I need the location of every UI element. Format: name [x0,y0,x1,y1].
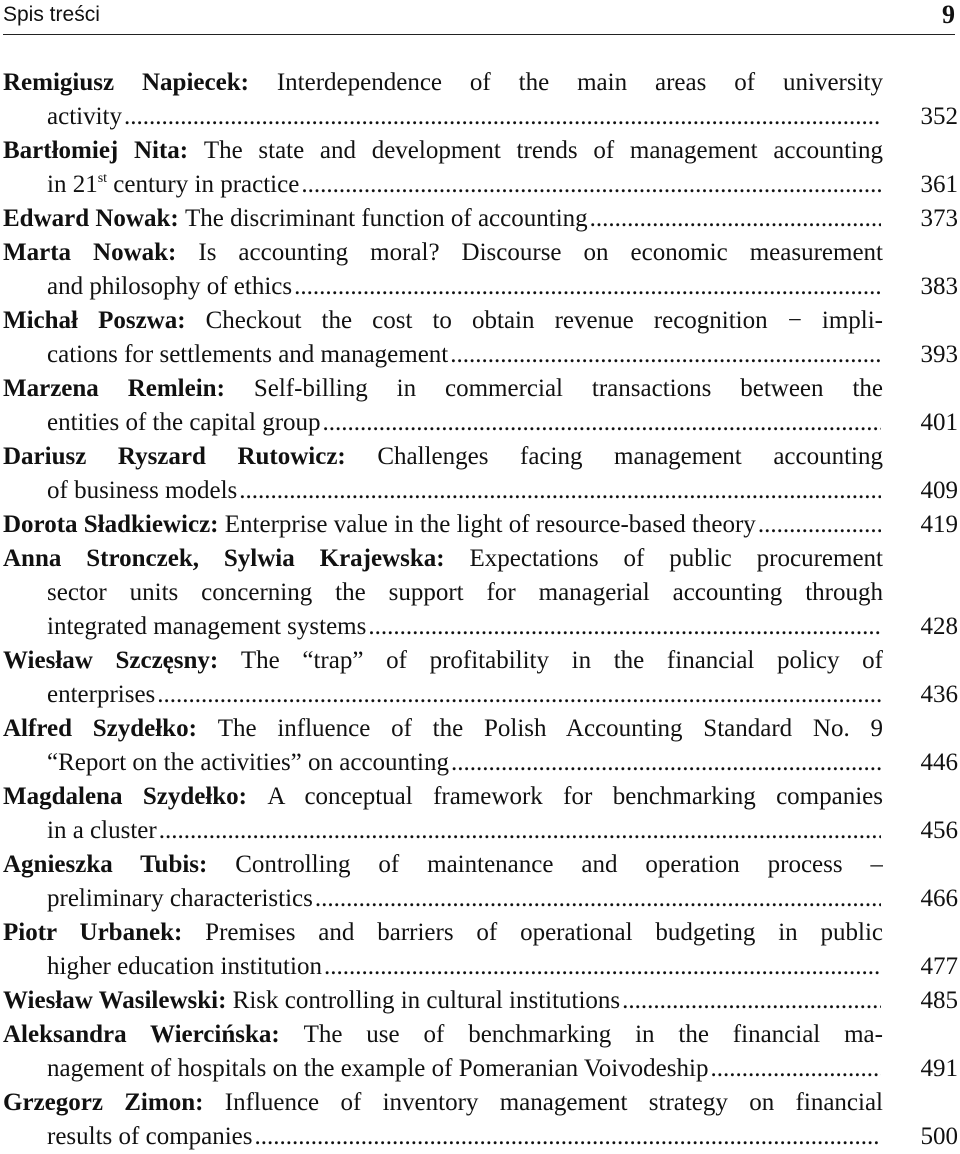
entry-page: 500 [920,1123,958,1150]
toc-entry[interactable] [3,66,958,134]
toc-line [3,712,883,746]
entry-title-text: activity [47,103,122,130]
toc-line [3,406,958,440]
toc-leader-row [47,100,883,134]
toc-leader-row [47,814,883,848]
entry-author: Dorota Sładkiewicz: [3,511,225,538]
toc-leader-row [47,338,883,372]
toc-entry[interactable] [3,712,958,780]
toc-entry[interactable] [3,202,958,236]
entry-title-text: A conceptual framework for benchmarking companies [267,783,883,810]
toc-line [3,474,958,508]
toc-line [3,746,958,780]
toc-entry[interactable] [3,304,958,372]
toc-line [3,1120,958,1154]
leader-dots [622,984,881,1018]
entry-page: 466 [920,885,958,912]
leader-dots [315,882,881,916]
entry-author: Marta Nowak: [3,239,199,266]
entry-title-text: sector units concerning the support for managerial accounting through [47,579,883,606]
leader-dots [294,270,881,304]
toc-line [3,882,958,916]
entry-author: Magdalena Szydełko: [3,783,268,810]
leader-dots [590,202,881,236]
entry-title-text: enterprises [47,681,156,708]
entry-title-text: Premises and barriers of operational budgeting in public [205,919,883,946]
entry-title-text: The “trap” of profitability in the financial policy of [240,647,883,674]
entry-title-text: integrated management systems [47,613,367,640]
entry-page: 409 [920,477,958,504]
entry-title-text: entities of the capital group [47,409,321,436]
entry-title-text: Self-billing in commercial transactions between the [253,375,883,402]
toc-line [3,236,883,270]
entry-title-text: cations for settlements and management [47,341,449,368]
entry-title-text: Checkout the cost to obtain revenue recognition − impli- [205,307,883,334]
entry-title-text: Enterprise value in the light of resource-based theory [224,511,756,538]
toc-entry[interactable] [3,848,958,916]
toc-leader-row [3,984,883,1018]
leader-dots [324,950,881,984]
toc-line [3,678,958,712]
toc-line [3,372,883,406]
toc-entry[interactable] [3,1086,958,1154]
entry-author: Marzena Remlein: [3,375,254,402]
entry-title-text: The influence of the Polish Accounting Standard No. 9 [217,715,883,742]
entry-page: 456 [920,817,958,844]
entry-title-text: The use of benchmarking in the financial ma- [303,1021,883,1048]
toc-leader-row [47,406,883,440]
entry-page: 477 [920,953,958,980]
toc-line [3,780,883,814]
toc-leader-row [3,508,883,542]
entry-title-text: of business models [47,477,238,504]
entry-author: Agnieszka Tubis: [3,851,236,878]
entry-title [3,202,588,236]
toc-entry[interactable] [3,1018,958,1086]
leader-dots [255,1120,881,1154]
toc-entry[interactable] [3,236,958,304]
entry-title-text: higher education institution [47,953,322,980]
entry-author: Anna Stronczek, Sylwia Krajewska: [3,545,470,572]
entry-title-text: Expectations of public procurement [469,545,883,572]
leader-dots [301,168,881,202]
toc-entry[interactable] [3,644,958,712]
superscript: st [97,171,108,186]
leader-dots [124,100,881,134]
toc-line [3,202,958,236]
entry-page: 373 [920,205,958,232]
toc-entry[interactable] [3,916,958,984]
entry-title-text: nagement of hospitals on the example of Pomeranian Voivodeship [47,1055,709,1082]
leader-dots [450,338,881,372]
entry-page: 428 [920,613,958,640]
page-header [3,0,955,35]
leader-dots [239,474,881,508]
entry-title [3,508,756,542]
entry-title-text: preliminary characteristics [47,885,313,912]
entry-author: Dariusz Ryszard Rutowicz: [3,443,378,470]
leader-dots [368,610,881,644]
toc-leader-row [47,678,883,712]
entry-author: Bartłomiej Nita: [3,137,204,164]
entry-author: Wiesław Wasilewski: [3,987,233,1014]
entry-page: 393 [920,341,958,368]
leader-dots [710,1052,881,1086]
entry-page: 485 [920,987,958,1014]
leader-dots [758,508,881,542]
entry-page: 446 [920,749,958,776]
toc-leader-row [47,746,883,780]
toc-leader-row [47,1120,883,1154]
entry-page: 352 [920,103,958,130]
entry-page: 436 [920,681,958,708]
toc-entry[interactable] [3,508,958,542]
toc-line [3,1018,883,1052]
entry-title-text: Risk controlling in cultural institutions [232,987,621,1014]
toc-entry[interactable] [3,780,958,848]
toc-line [3,1086,883,1120]
leader-dots [451,746,881,780]
entry-title-text: Is accounting moral? Discourse on economic measurement [198,239,883,266]
toc-leader-row [47,610,883,644]
toc-entry[interactable] [3,134,958,202]
entry-author: Edward Nowak: [3,205,185,232]
entry-title-text: in 21st century in practice [47,171,300,198]
toc-entry[interactable] [3,542,958,644]
entry-title-text: Interdependence of the main areas of university [276,69,883,96]
toc-line [3,814,958,848]
toc-line [3,848,883,882]
toc-line [3,270,958,304]
toc-line [3,1052,958,1086]
toc-line [3,168,958,202]
entry-author: Grzegorz Zimon: [3,1089,225,1116]
entry-title-text: in a cluster [47,817,157,844]
toc-line [3,950,958,984]
toc-line [3,304,883,338]
table-of-contents [3,66,958,1154]
entry-title-text: Controlling of maintenance and operation process – [235,851,883,878]
entry-page: 491 [920,1055,958,1082]
toc-entry[interactable] [3,984,958,1018]
toc-line [3,66,883,100]
toc-leader-row [47,474,883,508]
leader-dots [159,814,881,848]
entry-title-text: “Report on the activities” on accounting [47,749,449,776]
toc-entry[interactable] [3,440,958,508]
entry-title-text: Challenges facing management accounting [377,443,883,470]
toc-line [3,984,958,1018]
toc-leader-row [3,202,883,236]
entry-title [3,984,620,1018]
entry-title-text: results of companies [47,1123,253,1150]
toc-leader-row [47,168,883,202]
page-number: 9 [942,0,955,29]
leader-dots [157,678,881,712]
toc-leader-row [47,1052,883,1086]
entry-page: 419 [920,511,958,538]
section-title: Spis treści [3,3,100,26]
toc-line [3,576,883,610]
entry-page: 383 [920,273,958,300]
entry-author: Piotr Urbanek: [3,919,206,946]
toc-line [3,100,958,134]
entry-title-text: Influence of inventory management strategy on financial [224,1089,883,1116]
entry-author: Wiesław Szczęsny: [3,647,241,674]
entry-author: Alfred Szydełko: [3,715,218,742]
entry-author: Aleksandra Wiercińska: [3,1021,304,1048]
entry-title-text: The discriminant function of accounting [184,205,588,232]
toc-line [3,916,883,950]
entry-author: Michał Poszwa: [3,307,206,334]
toc-line [3,644,883,678]
entry-author: Remigiusz Napiecek: [3,69,277,96]
toc-line [3,134,883,168]
toc-line [3,542,883,576]
toc-line [3,338,958,372]
entry-title-text: and philosophy of ethics [47,273,293,300]
toc-line [3,610,958,644]
toc-line [3,440,883,474]
entry-title-text: The state and development trends of management accounting [203,137,883,164]
entry-page: 361 [920,171,958,198]
toc-line [3,508,958,542]
toc-entry[interactable] [3,372,958,440]
leader-dots [323,406,881,440]
toc-leader-row [47,950,883,984]
toc-leader-row [47,882,883,916]
toc-leader-row [47,270,883,304]
entry-page: 401 [920,409,958,436]
